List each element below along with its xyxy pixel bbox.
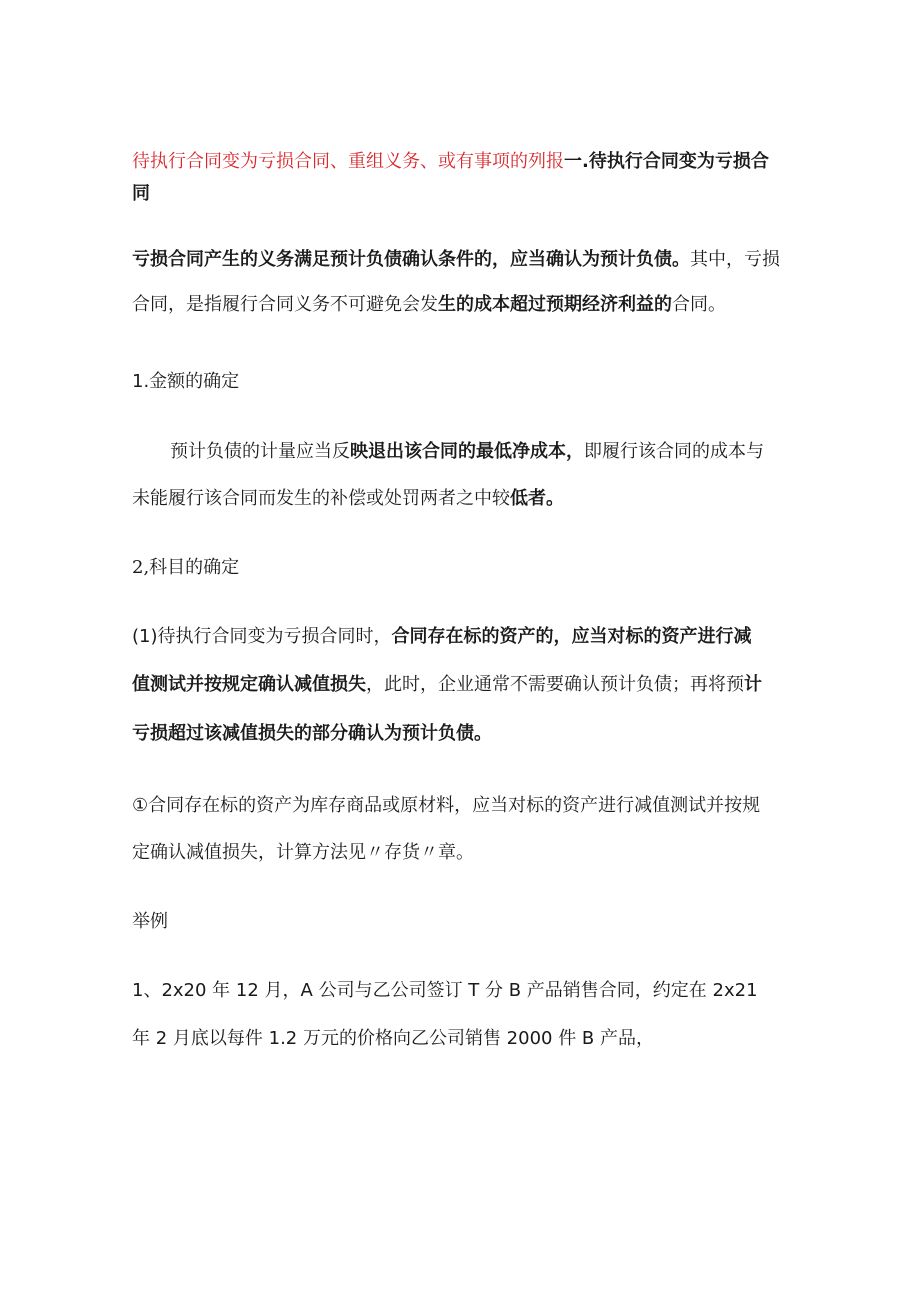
title-bold-text: 一.待执行合同变为亏损合 <box>564 151 769 172</box>
intro-normal-2: 合同，是指履行合同义务不可避免会发 <box>132 294 438 315</box>
section-heading-amount: 1.金额的确定 <box>132 371 240 392</box>
para2-bold-1: 合同存在标的资产的，应当对标的资产进行减 <box>391 626 752 647</box>
para3-line-1: ①合同存在标的资产为库存商品或原材料，应当对标的资产进行减值测试并按规 <box>132 795 761 816</box>
section-heading-account: 2,科目的确定 <box>132 557 240 578</box>
intro-normal: 其中，亏损 <box>690 249 780 270</box>
para2-text-1: (1)待执行合同变为亏损合同时， <box>132 626 392 647</box>
intro-line-2 <box>132 293 802 317</box>
title-line-2: 同 <box>132 183 150 204</box>
para2-line-2 <box>132 673 802 697</box>
intro-bold: 亏损合同产生的义务满足预计负债确认条件的，应当确认为预计负债。 <box>132 249 690 270</box>
title-line-1 <box>132 150 802 174</box>
example-line-2: 年 2 月底以每件 1.2 万元的价格向乙公司销售 2000 件 B 产品， <box>132 1028 655 1049</box>
para2-text-2: ，此时，企业通常不需要确认预计负债；再将预 <box>366 674 744 695</box>
para2-line-3: 亏损超过该减值损失的部分确认为预计负债。 <box>132 723 492 744</box>
para1-line-2 <box>132 487 802 511</box>
para1-bold-1: 映退出该合同的最低净成本， <box>350 441 584 462</box>
para1-text-2: 即履行该合同的成本与 <box>584 441 764 462</box>
para2-bold-2: 值测试并按规定确认减值损失 <box>132 674 366 695</box>
para1-bold-2: 低者。 <box>510 488 564 509</box>
intro-line-1 <box>132 248 802 272</box>
para2-bold-3: 计 <box>744 674 762 695</box>
example-heading: 举例 <box>132 911 168 932</box>
para1-text-3: 未能履行该合同而发生的补偿或处罚两者之中较 <box>132 488 510 509</box>
example-line-1: 1、2x20 年 12 月，A 公司与乙公司签订 T 分 B 产品销售合同，约定在 2x21 <box>132 980 758 1001</box>
intro-bold-2: 生的成本超过预期经济利益的 <box>438 294 672 315</box>
para2-line-1 <box>132 625 802 649</box>
para1-line-1 <box>170 440 840 464</box>
para3-line-2: 定确认减值损失，计算方法见〃存货〃章。 <box>132 842 474 863</box>
para1-text-1: 预计负债的计量应当反 <box>170 441 350 462</box>
title-red-text: 待执行合同变为亏损合同、重组义务、或有事项的列报 <box>132 151 564 172</box>
intro-normal-3: 合同。 <box>672 294 726 315</box>
